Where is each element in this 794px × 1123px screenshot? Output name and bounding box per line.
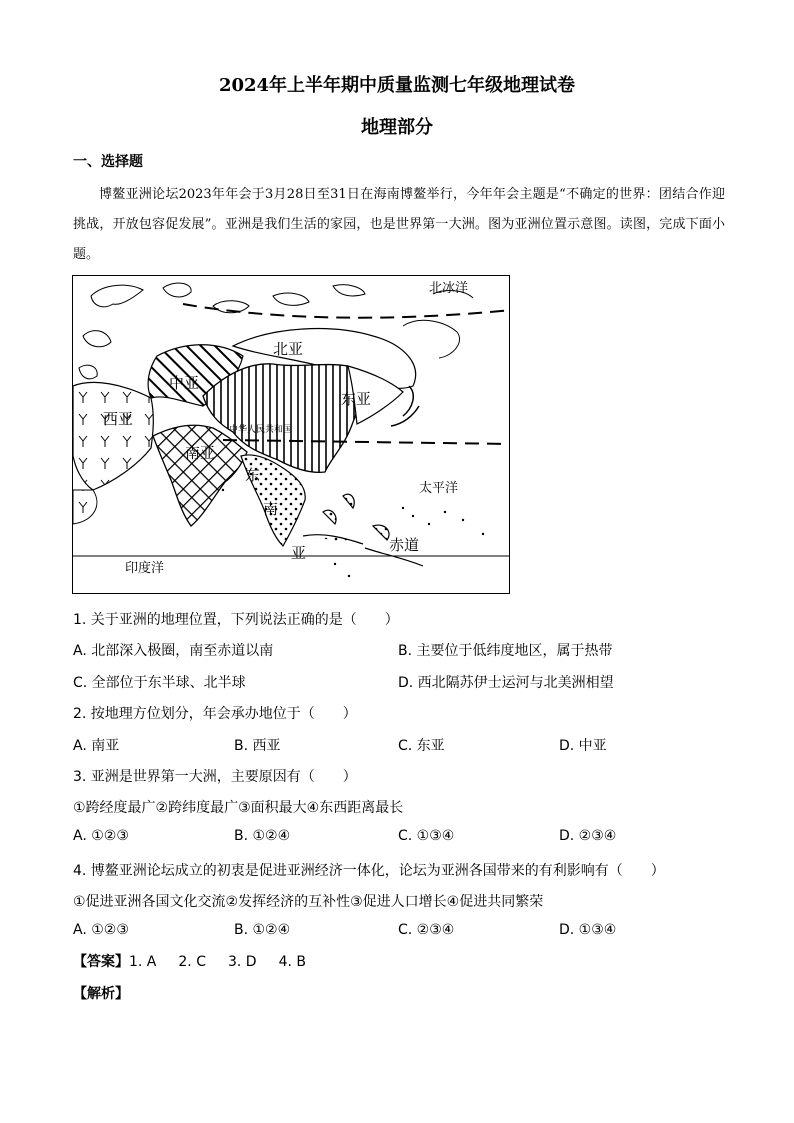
q3-option-c: C. ①③④ — [398, 828, 455, 844]
answer-label: 【答案】 — [73, 954, 129, 970]
label-southeast-asia-3: 亚 — [291, 544, 307, 562]
answer-1: 1. A — [129, 954, 157, 970]
label-china: 中华人民共和国 — [229, 425, 293, 435]
question-4-statements: ①促进亚洲各国文化交流②发挥经济的互补性③促进人口增长④促进共同繁荣 — [73, 894, 544, 910]
arctic-circle-line — [183, 304, 510, 318]
label-central-asia: 中亚 — [169, 374, 200, 392]
section-heading: 一、选择题 — [73, 154, 143, 170]
q1-option-d: D. 西北隔苏伊士运河与北美洲相望 — [398, 675, 614, 691]
southeast-asia-islands — [303, 494, 423, 566]
label-west-asia: 西亚 — [103, 410, 134, 428]
q3-option-a: A. ①②③ — [73, 828, 129, 844]
label-equator: 赤道 — [389, 536, 420, 554]
q2-option-c: C. 东亚 — [398, 738, 445, 754]
q4-option-b: B. ①②④ — [234, 922, 291, 938]
label-east-asia: 东亚 — [341, 390, 372, 408]
q1-option-c: C. 全部位于东半球、北半球 — [73, 675, 246, 691]
q2-option-b: B. 西亚 — [234, 738, 281, 754]
q4-option-d: D. ①③④ — [559, 922, 617, 938]
page-subtitle: 地理部分 — [361, 117, 433, 138]
question-3-statements: ①跨经度最广②跨纬度最广③面积最大④东西距离最长 — [73, 800, 404, 816]
question-1-stem: 1. 关于亚洲的地理位置，下列说法正确的是（ ） — [73, 612, 399, 628]
q1-option-b: B. 主要位于低纬度地区，属于热带 — [398, 643, 613, 659]
q1-option-a: A. 北部深入极圈，南至赤道以南 — [73, 643, 274, 659]
west-asia-region — [73, 382, 153, 490]
q4-option-c: C. ②③④ — [398, 922, 455, 938]
label-north-asia: 北亚 — [273, 340, 304, 358]
answer-line — [73, 951, 328, 971]
q2-option-a: A. 南亚 — [73, 738, 120, 754]
asia-location-map — [72, 275, 510, 594]
page-title: 2024年上半年期中质量监测七年级地理试卷 — [218, 75, 576, 96]
question-2-stem: 2. 按地理方位划分，年会承办地位于（ ） — [73, 706, 357, 722]
label-pacific-ocean: 太平洋 — [419, 481, 459, 496]
label-arctic-ocean: 北冰洋 — [429, 281, 469, 296]
label-south-asia: 南亚 — [185, 444, 216, 462]
q4-option-a: A. ①②③ — [73, 922, 129, 938]
question-3-stem: 3. 亚洲是世界第一大洲，主要原因有（ ） — [73, 769, 357, 785]
q3-option-b: B. ①②④ — [234, 828, 291, 844]
q3-option-d: D. ②③④ — [559, 828, 617, 844]
label-southeast-asia-1: 东 — [245, 466, 261, 484]
label-southeast-asia-2: 南 — [263, 500, 279, 518]
map-drawing — [73, 276, 510, 594]
q2-option-d: D. 中亚 — [559, 738, 607, 754]
intro-paragraph: 博鳌亚洲论坛2023年年会于3月28日至31日在海南博鳌举行，今年年会主题是“不确定的世界：团结合作迎挑战，开放包容促发展”。亚洲是我们生活的家园，也是世界第一大洲。图为亚洲位置示意图。读图，完成下面小题。 — [73, 187, 725, 262]
answer-2: 2. C — [178, 954, 206, 970]
answer-3: 3. D — [227, 954, 257, 970]
answer-4: 4. B — [278, 954, 306, 970]
analysis-label: 【解析】 — [73, 986, 129, 1002]
question-4-stem: 4. 博鳌亚洲论坛成立的初衷是促进亚洲经济一体化，论坛为亚洲各国带来的有利影响有（ ） — [73, 863, 665, 879]
label-indian-ocean: 印度洋 — [125, 561, 165, 576]
